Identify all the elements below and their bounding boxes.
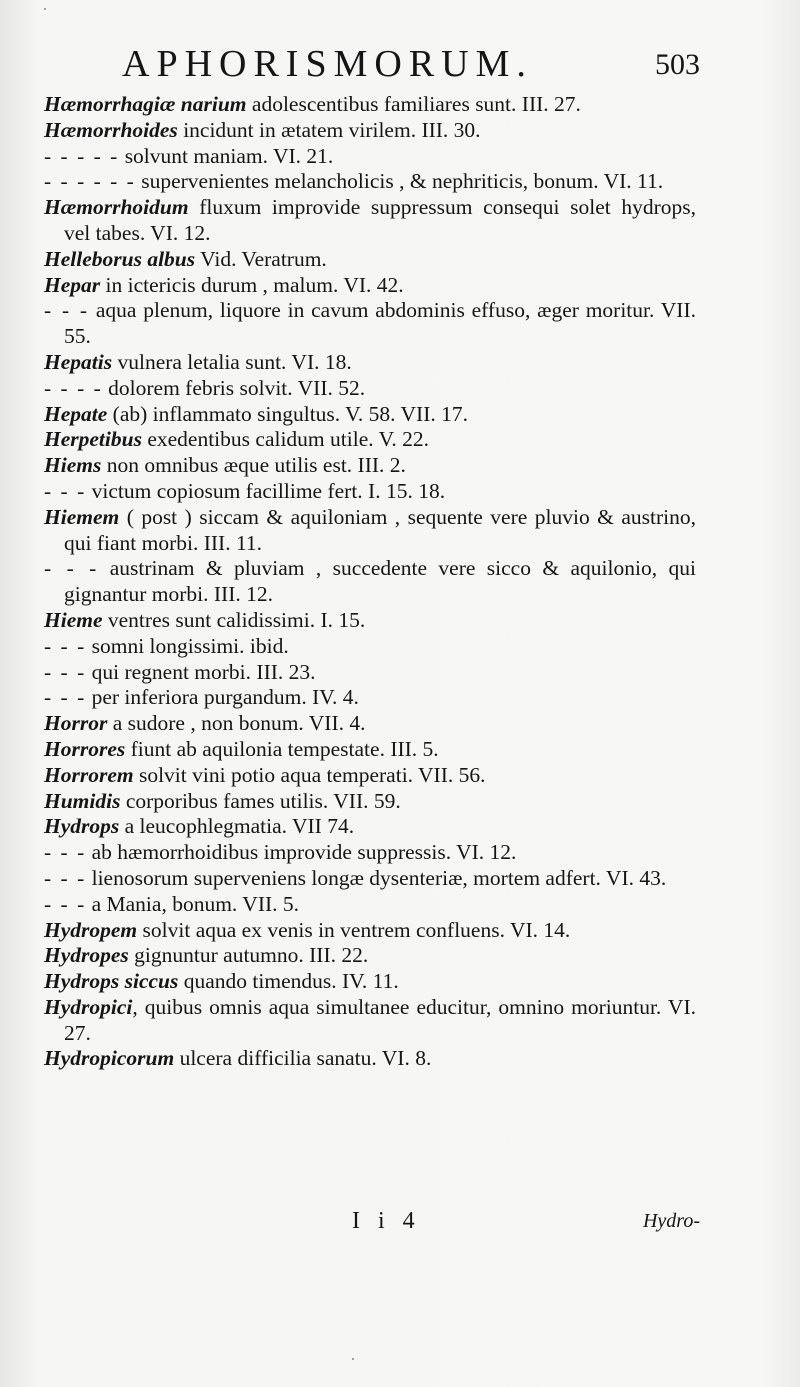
entry-text: ventres sunt calidissimi. I. 15. (102, 607, 366, 632)
entry-text: adolescentibus familiares sunt. III. 27. (246, 92, 581, 116)
index-entry (44, 737, 696, 763)
entry-headword: Helleborus albus (44, 246, 196, 271)
entry-text: quando timendus. IV. 11. (178, 969, 399, 994)
entry-headword: Humidis (44, 788, 121, 813)
page-footer (40, 1206, 700, 1246)
index-entry (44, 866, 696, 892)
index-entry (44, 685, 696, 711)
index-entry (44, 660, 696, 686)
signature-mark: I i 4 (352, 1208, 421, 1234)
entry-text: incidunt in ætatem virilem. III. 30. (177, 117, 481, 142)
index-entry (44, 711, 696, 737)
index-entry (44, 789, 696, 815)
entry-ditto-dashes: - - - (44, 659, 87, 684)
index-entry (44, 427, 696, 453)
page-number: 503 (655, 48, 700, 81)
entry-headword: Hydropicorum (44, 1046, 175, 1071)
entry-text: ab hæmorrhoidibus improvide suppressis. VI. 12. (86, 840, 517, 865)
index-entry (44, 505, 696, 557)
entry-ditto-dashes: - - - (44, 865, 87, 890)
entry-text: ulcera difficilia sanatu. VI. 8. (174, 1046, 432, 1071)
entry-headword: Hepate (44, 401, 108, 426)
entry-text: corporibus fames utilis. VII. 59. (120, 788, 401, 813)
entry-ditto-dashes: - - - (44, 685, 87, 710)
entry-headword: Hydrops siccus (44, 969, 179, 994)
index-entry (44, 969, 696, 995)
entry-ditto-dashes: - - - (44, 891, 87, 916)
entry-headword: Hydropici (44, 994, 133, 1019)
entry-ditto-dashes: - - - (44, 556, 99, 581)
page-header (40, 38, 700, 88)
entry-text: solvunt maniam. VI. 21. (119, 143, 334, 168)
entry-headword: Hiems (44, 453, 102, 478)
entry-text: a leucophlegmatia. VII 74. (119, 814, 355, 839)
index-entry (44, 453, 696, 479)
entry-text: victum copiosum facillime fert. I. 15. 18. (86, 478, 446, 503)
entry-ditto-dashes: - - - - - (44, 143, 120, 168)
paper-speck (44, 8, 46, 10)
entry-headword: Hæmorrhoides (44, 117, 178, 142)
entry-headword: Hydropes (44, 943, 129, 968)
entry-text: aqua plenum, liquore in cavum abdominis effuso, æger moritur. VII. 55. (64, 298, 697, 349)
entry-text: supervenientes melancholicis , & nephriticis, bonum. VI. 11. (135, 169, 664, 194)
entry-text: austrinam & pluviam , succedente vere sicco & aquilonio, qui gignantur morbi. III. 12. (64, 556, 696, 607)
entry-text: gignuntur autumno. III. 22. (128, 943, 369, 968)
entry-text: ( post ) siccam & aquiloniam , sequente vere pluvio & austrino, qui fiant morbi. III. 11. (64, 504, 696, 555)
entry-text: solvit aqua ex venis in ventrem confluens. VI. 14. (137, 917, 571, 942)
entry-headword: Horrorem (44, 762, 134, 787)
entry-text: a sudore , non bonum. VII. 4. (107, 711, 366, 736)
index-entry (44, 169, 696, 195)
index-entry (44, 247, 696, 273)
index-entry (44, 943, 696, 969)
entry-text: non omnibus æque utilis est. III. 2. (101, 453, 406, 478)
index-entry (44, 479, 696, 505)
entry-text: somni longissimi. ibid. (86, 633, 289, 658)
index-entry (44, 634, 696, 660)
entry-headword: Hepar (44, 272, 101, 297)
entry-ditto-dashes: - - - (44, 298, 90, 323)
entry-headword: Herpetibus (44, 427, 142, 452)
index-entry (44, 118, 696, 144)
index-entry (44, 840, 696, 866)
entry-text: solvit vini potio aqua temperati. VII. 56. (133, 762, 486, 787)
entry-text: , quibus omnis aqua simultanee educitur, omnino moriuntur. VI. 27. (64, 994, 696, 1045)
entry-ditto-dashes: - - - - (44, 375, 103, 400)
index-entries (44, 92, 696, 1072)
index-entry (44, 195, 696, 247)
entry-text: fiunt ab aquilonia tempestate. III. 5. (125, 736, 439, 761)
running-title: APHORISMORUM. (122, 43, 533, 85)
entry-headword: Hepatis (44, 349, 113, 374)
index-entry (44, 376, 696, 402)
entry-text: vulnera letalia sunt. VI. 18. (112, 349, 352, 374)
entry-headword: Horror (44, 711, 108, 736)
entry-headword: Hæmorrhoidum (44, 195, 189, 220)
entry-headword: Hiemem (44, 504, 120, 529)
entry-text: dolorem febris solvit. VII. 52. (102, 375, 366, 400)
entry-text: exedentibus calidum utile. V. 22. (141, 427, 429, 452)
entry-text: Vid. Veratrum. (195, 246, 327, 271)
index-entry (44, 892, 696, 918)
entry-ditto-dashes: - - - - - - (44, 169, 136, 194)
entry-ditto-dashes: - - - (44, 840, 87, 865)
entry-headword: Hydrops (44, 814, 120, 839)
entry-headword: Hieme (44, 607, 103, 632)
index-entry (44, 1046, 696, 1072)
entry-headword: Horrores (44, 736, 126, 761)
index-entry (44, 144, 696, 170)
entry-text: (ab) inflammato singultus. V. 58. VII. 17. (107, 401, 468, 426)
entry-headword: Hæmorrhagiæ narium (44, 92, 247, 116)
index-entry (44, 402, 696, 428)
entry-ditto-dashes: - - - (44, 478, 87, 503)
index-entry (44, 556, 696, 608)
entry-text: in ictericis durum , malum. VI. 42. (100, 272, 404, 297)
index-entry (44, 608, 696, 634)
catchword: Hydro- (642, 1210, 700, 1232)
index-entry (44, 92, 696, 118)
entry-text: a Mania, bonum. VII. 5. (86, 891, 300, 916)
index-entry (44, 918, 696, 944)
entry-headword: Hydropem (44, 917, 138, 942)
entry-text: fluxum improvide suppressum consequi solet hydrops, vel tabes. VI. 12. (64, 195, 696, 245)
entry-text: qui regnent morbi. III. 23. (86, 659, 316, 684)
paper-speck (352, 1358, 354, 1360)
index-entry (44, 814, 696, 840)
index-entry (44, 273, 696, 299)
entry-text: lienosorum superveniens longæ dysenteriæ, mortem adfert. VI. 43. (86, 865, 667, 890)
index-entry (44, 763, 696, 789)
entry-text: per inferiora purgandum. IV. 4. (86, 685, 359, 710)
index-entry (44, 350, 696, 376)
index-entry (44, 298, 696, 350)
entry-ditto-dashes: - - - (44, 633, 87, 658)
index-entry (44, 995, 696, 1047)
